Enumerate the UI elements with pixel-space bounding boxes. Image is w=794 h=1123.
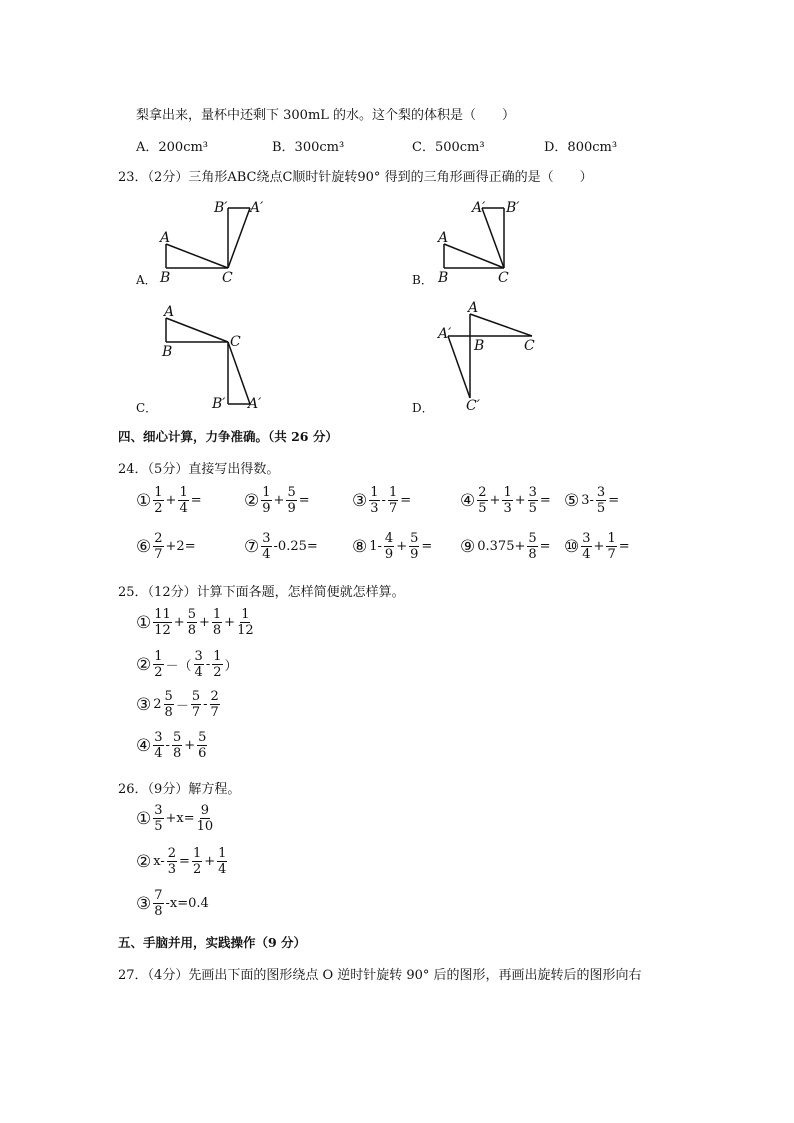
item-marker: ⑩	[564, 536, 580, 557]
item-marker: ⑤	[564, 490, 580, 511]
q24-row-2	[136, 532, 644, 561]
numerator: 2	[154, 531, 163, 546]
item-marker: ⑦	[244, 536, 260, 557]
denominator: 4	[194, 665, 203, 680]
denominator: 3	[167, 862, 177, 877]
fraction	[153, 532, 163, 561]
numerator: 1	[503, 485, 512, 500]
operator-text: =	[608, 493, 620, 508]
q25-stem: 25．（12分）计算下面各题，怎样简便就怎样算。	[118, 585, 405, 600]
numerator: 1	[154, 485, 163, 500]
numerator: 5	[191, 689, 201, 704]
denominator: 2	[192, 862, 202, 877]
option-letter-c: C．	[136, 401, 158, 415]
math-item	[352, 532, 460, 561]
denominator: 7	[388, 501, 398, 516]
operator-text: +2=	[165, 539, 196, 554]
numerator: 1	[213, 649, 222, 664]
numerator: 1	[241, 607, 250, 622]
operator-text: +	[224, 615, 236, 630]
math-item	[136, 804, 214, 833]
figure-option-d	[406, 298, 556, 418]
item-marker: ③	[136, 893, 152, 914]
operator-text: 0.375+	[477, 539, 526, 554]
denominator: 5	[528, 501, 537, 516]
denominator: 7	[154, 547, 163, 562]
denominator: 7	[191, 705, 201, 720]
q22-option-c: C．500cm³	[412, 140, 485, 155]
label-a: A	[438, 230, 449, 246]
numerator: 5	[198, 730, 207, 745]
numerator: 5	[287, 485, 296, 500]
label-a-prime: A′	[248, 396, 262, 412]
operator-text: =	[179, 854, 190, 869]
label-a-prime: A′	[250, 200, 264, 216]
numerator: 2	[167, 846, 177, 861]
fraction	[261, 486, 271, 515]
fraction	[191, 690, 201, 719]
fraction	[581, 532, 591, 561]
label-a: A	[160, 230, 171, 246]
denominator: 5	[478, 501, 487, 516]
option-letter-d: D．	[412, 401, 434, 415]
denominator: 2	[154, 501, 163, 516]
label-a: A	[468, 300, 479, 316]
label-c: C	[230, 334, 241, 350]
label-c: C	[524, 338, 535, 354]
numerator: 2	[478, 485, 487, 500]
operator-text: +	[204, 854, 216, 869]
label-b: B	[438, 270, 449, 286]
numerator: 1	[388, 485, 398, 500]
figure-option-a	[130, 196, 280, 288]
q25-item-4	[136, 731, 208, 760]
fraction	[167, 847, 177, 876]
fraction	[384, 532, 394, 561]
fraction	[261, 532, 271, 561]
q24-row-1	[136, 486, 644, 515]
operator-text: -x=0.4	[165, 896, 209, 911]
denominator: 10	[196, 819, 214, 834]
fraction	[477, 486, 487, 515]
denominator: 7	[607, 547, 616, 562]
label-a: A	[164, 304, 175, 320]
q22-line: 梨拿出来，量杯中还剩下 300mL 的水。这个梨的体积是（ ）	[136, 108, 516, 123]
operator-text: +x=	[165, 811, 195, 826]
denominator: 7	[210, 705, 219, 720]
label-b-prime: B′	[506, 200, 520, 216]
label-b: B	[162, 344, 173, 360]
math-item	[244, 532, 352, 561]
operator-text: +	[273, 493, 285, 508]
label-a-prime: A′	[472, 200, 486, 216]
item-marker: ③	[352, 490, 368, 511]
operator-text: +	[173, 615, 185, 630]
denominator: 3	[370, 501, 379, 516]
math-item	[564, 532, 644, 561]
q22-option-b: B．300cm³	[272, 140, 345, 155]
math-item	[564, 486, 644, 515]
fraction	[286, 486, 296, 515]
item-marker: ②	[136, 654, 152, 675]
operator-text: -0.25=	[273, 539, 318, 554]
figure-option-c	[130, 300, 280, 418]
math-item	[460, 532, 564, 561]
numerator: 1	[154, 649, 163, 664]
fraction	[178, 486, 188, 515]
operator-text: =	[618, 539, 630, 554]
math-item	[136, 731, 208, 760]
numerator: 3	[596, 485, 606, 500]
q22-option-d: D．800cm³	[544, 140, 618, 155]
operator-text: =	[421, 539, 433, 554]
fraction	[153, 804, 163, 833]
operator-text: -	[381, 493, 386, 508]
fraction	[164, 690, 174, 719]
math-item	[136, 847, 228, 876]
operator-text: +	[593, 539, 605, 554]
operator-text: +	[489, 493, 501, 508]
operator-text: 2	[153, 697, 162, 712]
fraction	[153, 889, 163, 918]
label-b-prime: B′	[214, 200, 228, 216]
denominator: 5	[154, 819, 163, 834]
operator-text: =	[539, 493, 551, 508]
fraction	[528, 486, 538, 515]
numerator: 7	[154, 888, 163, 903]
fraction	[217, 847, 227, 876]
item-marker: ④	[136, 735, 152, 756]
numerator: 3	[582, 531, 591, 546]
operator-text: =	[400, 493, 412, 508]
numerator: 3	[528, 485, 537, 500]
math-item	[136, 486, 244, 515]
item-marker: ①	[136, 612, 152, 633]
numerator: 9	[200, 803, 210, 818]
math-item	[352, 486, 460, 515]
math-item	[136, 690, 221, 719]
numerator: 2	[210, 689, 219, 704]
numerator: 11	[154, 607, 171, 622]
operator-text: ）	[224, 659, 238, 674]
fraction	[197, 731, 207, 760]
denominator: 4	[179, 501, 188, 516]
fraction	[210, 690, 220, 719]
numerator: 1	[218, 846, 227, 861]
numerator: 3	[262, 531, 271, 546]
operator-text: =	[298, 493, 310, 508]
fraction	[502, 486, 512, 515]
figure-option-b	[406, 196, 556, 288]
denominator: 8	[172, 746, 182, 761]
item-marker: ③	[136, 694, 152, 715]
q25-item-3	[136, 690, 221, 719]
label-b: B	[160, 270, 171, 286]
fraction	[409, 532, 419, 561]
label-c: C	[498, 270, 509, 286]
numerator: 3	[154, 730, 163, 745]
item-marker: ⑨	[460, 536, 476, 557]
fraction	[369, 486, 379, 515]
operator-text: -	[205, 657, 211, 672]
denominator: 4	[262, 547, 271, 562]
operator-text: +	[165, 493, 177, 508]
item-marker: ①	[136, 808, 152, 829]
q27-stem: 27．（4分）先画出下面的图形绕点 O 逆时针旋转 90° 后的图形，再画出旋转后的图形向右	[118, 968, 642, 983]
denominator: 8	[528, 547, 537, 562]
denominator: 12	[154, 623, 171, 638]
operator-text: －（	[165, 659, 192, 674]
math-item	[460, 486, 564, 515]
numerator: 3	[154, 803, 163, 818]
operator-text: x-	[153, 854, 165, 869]
fraction	[596, 486, 606, 515]
denominator: 8	[154, 904, 163, 919]
fraction	[606, 532, 616, 561]
fraction	[212, 650, 222, 679]
fraction	[527, 532, 537, 561]
denominator: 3	[503, 501, 512, 516]
option-letter-b: B．	[412, 273, 433, 287]
numerator: 5	[410, 531, 419, 546]
label-a-prime: A′	[438, 326, 452, 342]
math-item	[136, 889, 210, 918]
item-marker: ⑧	[352, 536, 368, 557]
q26-item-2	[136, 847, 228, 876]
operator-text: =	[190, 493, 202, 508]
denominator: 8	[187, 623, 196, 638]
item-marker: ②	[136, 851, 152, 872]
operator-text: -	[165, 738, 170, 753]
denominator: 8	[164, 705, 173, 720]
numerator: 1	[262, 485, 271, 500]
numerator: 5	[164, 689, 173, 704]
label-c-prime: C′	[466, 398, 480, 414]
q23-stem: 23．（2分）三角形ABC绕点C顺时针旋转90° 得到的三角形画得正确的是（ ）	[118, 170, 593, 185]
numerator: 1	[607, 531, 616, 546]
math-item	[136, 532, 244, 561]
operator-text: =	[539, 539, 551, 554]
operator-text: +	[198, 615, 210, 630]
q26-item-1	[136, 804, 214, 833]
denominator: 5	[596, 501, 606, 516]
label-b: B	[474, 338, 485, 354]
item-marker: ⑥	[136, 536, 152, 557]
fraction	[194, 650, 204, 679]
numerator: 1	[212, 607, 222, 622]
numerator: 4	[384, 531, 394, 546]
denominator: 6	[198, 746, 207, 761]
fraction	[172, 731, 182, 760]
denominator: 9	[287, 501, 296, 516]
numerator: 1	[179, 485, 188, 500]
q25-item-2	[136, 650, 239, 679]
denominator: 9	[384, 547, 394, 562]
fraction	[388, 486, 398, 515]
q24-stem: 24．（5分）直接写出得数。	[118, 462, 280, 477]
label-c: C	[222, 270, 233, 286]
numerator: 1	[370, 485, 379, 500]
numerator: 5	[187, 607, 196, 622]
q26-item-3	[136, 889, 210, 918]
fraction	[153, 650, 163, 679]
fraction	[153, 608, 172, 637]
denominator: 4	[582, 547, 591, 562]
operator-text: 3-	[581, 493, 594, 508]
operator-text: -	[203, 697, 208, 712]
label-b-prime: B′	[212, 396, 226, 412]
denominator: 9	[410, 547, 419, 562]
operator-text: +	[184, 738, 196, 753]
denominator: 2	[154, 665, 163, 680]
item-marker: ④	[460, 490, 476, 511]
item-marker: ①	[136, 490, 152, 511]
fraction	[153, 486, 163, 515]
fraction	[212, 608, 222, 637]
fraction	[187, 608, 197, 637]
operator-text: 1-	[369, 539, 382, 554]
operator-text: －	[175, 699, 189, 714]
denominator: 9	[262, 501, 271, 516]
denominator: 8	[212, 623, 222, 638]
fraction	[153, 731, 163, 760]
fraction	[237, 608, 254, 637]
q22-option-a: A．200cm³	[136, 140, 209, 155]
q25-item-1	[136, 608, 255, 637]
numerator: 5	[172, 730, 182, 745]
option-letter-a: A．	[136, 273, 157, 287]
math-item	[136, 608, 255, 637]
fraction	[197, 804, 214, 833]
numerator: 1	[192, 846, 202, 861]
fraction	[192, 847, 202, 876]
denominator: 12	[237, 623, 254, 638]
numerator: 5	[528, 531, 537, 546]
section-5-title: 五、手脑并用，实践操作（9 分）	[118, 935, 307, 950]
q26-stem: 26．（9分）解方程。	[118, 782, 241, 797]
math-item	[244, 486, 352, 515]
item-marker: ②	[244, 490, 260, 511]
denominator: 2	[213, 665, 222, 680]
denominator: 4	[218, 862, 227, 877]
math-item	[136, 650, 239, 679]
denominator: 4	[154, 746, 163, 761]
numerator: 3	[194, 649, 203, 664]
operator-text: +	[514, 493, 526, 508]
operator-text: +	[396, 539, 408, 554]
section-4-title: 四、细心计算，力争准确。（共 26 分）	[118, 429, 338, 444]
